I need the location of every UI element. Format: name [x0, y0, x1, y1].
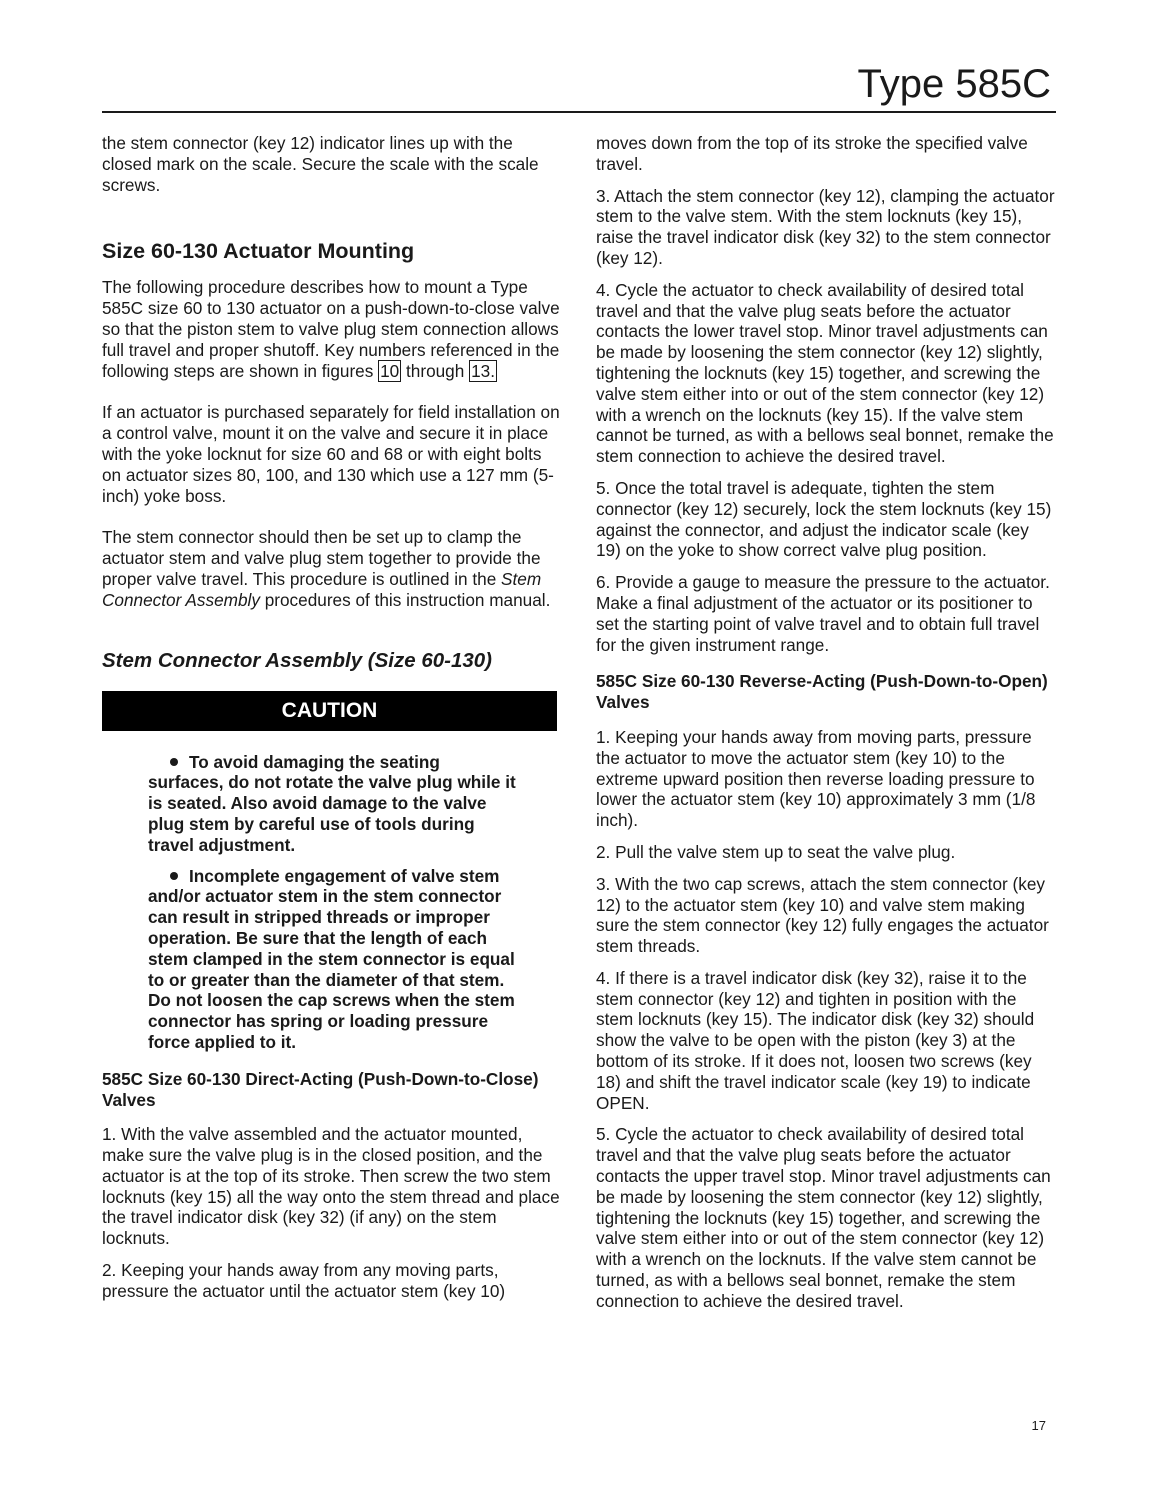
direct-acting-heading: 585C Size 60-130 Direct-Acting (Push-Down-to-Close) Valves: [102, 1068, 539, 1110]
direct-step-3: 3. Attach the stem connector (key 12), clamping the actuator stem to the valve stem. With the stem locknuts (key 15), raise the travel indicator disk (key 32) to the stem connector (key 12).: [596, 185, 1055, 268]
reverse-acting-heading: 585C Size 60-130 Reverse-Acting (Push-Down-to-Open) Valves: [596, 671, 1048, 713]
mounting-p3-italic: Stem Connector Assembly: [102, 568, 542, 610]
header-rule: [102, 111, 1056, 113]
figure-13-link[interactable]: 13.: [471, 360, 495, 381]
bullet-icon: [170, 758, 178, 766]
caution-list: [148, 752, 520, 1053]
left-column: [102, 133, 564, 1313]
mounting-paragraph-3: [102, 527, 564, 610]
caution-banner: CAUTION: [102, 691, 557, 731]
mounting-paragraph-1: [102, 277, 564, 381]
caution-item: [148, 866, 520, 1053]
mounting-p1-text: The following procedure describes how to mount a Type 585C size 60 to 130 actuator on a push-down-to-close valve so that the piston stem to valve plug stem connection allows full travel and proper shutoff. Key numbers referenced in the following steps are shown in figures: [102, 277, 560, 381]
figure-10-link[interactable]: 10: [380, 360, 400, 381]
caution-item-text: To avoid damaging the seating surfaces, do not rotate the valve plug while it is seated. Also avoid damage to the valve plug stem by careful use of tools during travel adjustment.: [148, 751, 516, 855]
direct-step-2-continued: moves down from the top of its stroke the specified valve travel.: [596, 133, 1028, 174]
mounting-heading: Size 60-130 Actuator Mounting: [102, 239, 415, 264]
reverse-step-4: 4. If there is a travel indicator disk (key 32), raise it to the stem connector (key 12) and tighten in position with the stem locknuts (key 15). The indicator disk (key 32) should show the valve to be open with the piston (key 3) at the bottom of its stroke. If it does not, loosen two screws (key 18) and shift the travel indicator scale (key 19) to indicate OPEN.: [596, 967, 1035, 1113]
bullet-icon: [170, 872, 178, 880]
page-number: 17: [1031, 1418, 1046, 1433]
mounting-p3-tail: procedures of this instruction manual.: [259, 589, 551, 610]
intro-paragraph: the stem connector (key 12) indicator lines up with the closed mark on the scale. Secure the scale with the scale screws.: [102, 133, 539, 195]
reverse-step-5: 5. Cycle the actuator to check availability of desired total travel and that the valve plug seats before the actuator contacts the upper travel stop. Minor travel adjustments can be made by loosening the stem connector (key 12) slightly, tightening the locknuts (key 15) together, and screwing the valve stem either into or out of the stem connector (key 12) with a wrench on the locknuts. If the valve stem cannot be turned, as with a bellows seal bonnet, remake the stem connection to achieve the desired travel.: [596, 1124, 1051, 1311]
reverse-step-1: 1. Keeping your hands away from moving parts, pressure the actuator to move the actuator stem (key 10) to the extreme upward position then reverse loading pressure to lower the actuator stem (key 10) approximately 3 mm (1/8 inch).: [596, 726, 1036, 831]
caution-item-text: Incomplete engagement of valve stem and/or actuator stem in the stem connector can result in stripped threads or improper operation. Be sure that the length of each stem clamped in the stem connector is equal to or greater than the diameter of that stem. Do not loosen the cap screws when the stem connector has spring or loading pressure force applied to it.: [148, 865, 515, 1052]
reverse-step-2: 2. Pull the valve stem up to seat the valve plug.: [596, 841, 956, 862]
mounting-paragraph-2: If an actuator is purchased separately for field installation on a control valve, mount it on the valve and secure it in place with the yoke locknut for size 60 and 68 or with eight bolts on actuator sizes 80, 100, and 130 which use a 127 mm (5-inch) yoke boss.: [102, 402, 560, 506]
page-header-title: Type 585C: [857, 62, 1051, 106]
right-column: [596, 133, 1058, 1323]
direct-step-4: 4. Cycle the actuator to check availability of desired total travel and that the valve plug seats before the actuator contacts the lower travel stop. Minor travel adjustments can be made by loosening the stem connector (key 12) slightly, tightening the locknuts (key 15) together, and screwing the valve stem either into or out of the stem connector (key 12) with a wrench on the locknuts (key 15). If the valve stem cannot be turned, as with a bellows seal bonnet, remake the stem connection to achieve the desired travel.: [596, 279, 1054, 467]
direct-step-6: 6. Provide a gauge to measure the pressure to the actuator. Make a final adjustment of the actuator or its positioner to set the starting point of valve travel and to obtain full travel for the given instrument range.: [596, 572, 1050, 655]
direct-step-2: 2. Keeping your hands away from any moving parts, pressure the actuator until the actuator stem (key 10): [102, 1260, 506, 1301]
reverse-step-3: 3. With the two cap screws, attach the stem connector (key 12) to the actuator stem (key 10) and valve stem making sure the stem connector (key 12) fully engages the actuator stem threads.: [596, 873, 1049, 957]
direct-step-5: 5. Once the total travel is adequate, tighten the stem connector (key 12) securely, lock the stem locknuts (key 15) against the connector, and adjust the indicator scale (key 19) on the yoke to show correct valve plug position.: [596, 477, 1052, 561]
direct-step-1: 1. With the valve assembled and the actuator mounted, make sure the valve plug is in the closed position, and the actuator is at the top of its stroke. Then screw the two stem locknuts (key 15) all the way onto the stem thread and place the travel indicator disk (key 32) (if any) on the stem locknuts.: [102, 1124, 560, 1249]
mounting-p3-text: The stem connector should then be set up to clamp the actuator stem and valve plug stem together to provide the proper valve travel. This procedure is outlined in the: [102, 527, 541, 589]
stem-connector-heading: Stem Connector Assembly (Size 60-130): [102, 648, 493, 672]
mounting-p1-mid: through: [401, 360, 470, 381]
caution-item: [148, 752, 520, 856]
